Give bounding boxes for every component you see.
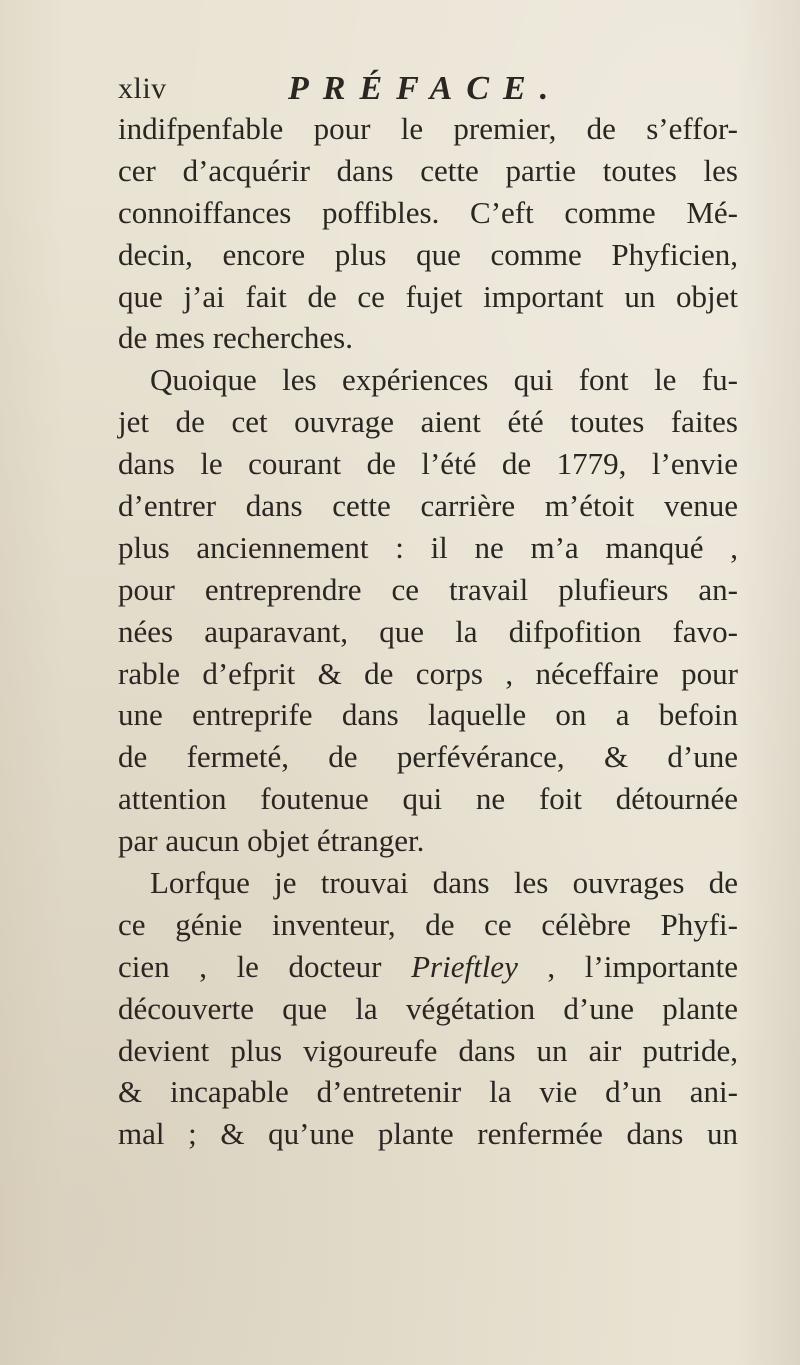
text-line: plus anciennement : il ne m’a manqué , <box>118 529 738 565</box>
page-header <box>118 72 678 112</box>
text-line: pour entreprendre ce travail plufieurs an- <box>118 571 738 607</box>
text-line: devient plus vigoureufe dans un air putride, <box>118 1032 738 1068</box>
paragraph-2 <box>118 359 738 862</box>
italic-name-priestley: Prieftley <box>411 948 518 984</box>
text-line: par aucun objet étranger. <box>118 823 425 859</box>
text-line: cer d’acquérir dans cette partie toutes les <box>118 152 738 188</box>
text-line: indifpenfable pour le premier, de s’effor- <box>118 111 738 146</box>
text-line-with-italic <box>118 946 738 988</box>
text-segment: , l’importante <box>517 948 738 984</box>
text-line: Lorfque je trouvai dans les ouvrages de <box>150 865 738 901</box>
text-line: découverte que la végétation d’une plante <box>118 990 738 1026</box>
page-number: xliv <box>118 72 167 105</box>
text-line: d’entrer dans cette carrière m’étoit venue <box>118 488 738 524</box>
text-line: nées auparavant, que la difpofition favo- <box>118 613 738 649</box>
text-line: connoiffances poffibles. C’eft comme Mé- <box>118 194 738 230</box>
text-line: decin, encore plus que comme Phyficien, <box>118 236 738 272</box>
text-line: ce génie inventeur, de ce célèbre Phyfi- <box>118 906 738 942</box>
text-line: attention foutenue qui ne foit détournée <box>118 781 738 817</box>
text-line: de mes recherches. <box>118 320 353 356</box>
running-title: PRÉFACE. <box>288 70 563 107</box>
text-segment: cien , le docteur <box>118 948 412 984</box>
text-line: Quoique les expériences qui font le fu- <box>150 362 738 398</box>
text-line: de fermeté, de perfévérance, & d’une <box>118 739 738 775</box>
paragraph-1 <box>118 108 738 359</box>
paragraph-3 <box>118 862 738 1155</box>
text-line: rable d’efprit & de corps , néceffaire pour <box>118 655 738 691</box>
text-line: & incapable d’entretenir la vie d’un ani- <box>118 1074 738 1110</box>
text-line: dans le courant de l’été de 1779, l’envie <box>118 446 738 482</box>
text-line: jet de cet ouvrage aient été toutes faites <box>118 404 738 440</box>
text-line: que j’ai fait de ce fujet important un objet <box>118 278 738 314</box>
text-line: mal ; & qu’une plante renfermée dans un <box>118 1116 738 1152</box>
text-line: une entreprife dans laquelle on a befoin <box>118 697 738 733</box>
body-text <box>118 108 738 1155</box>
